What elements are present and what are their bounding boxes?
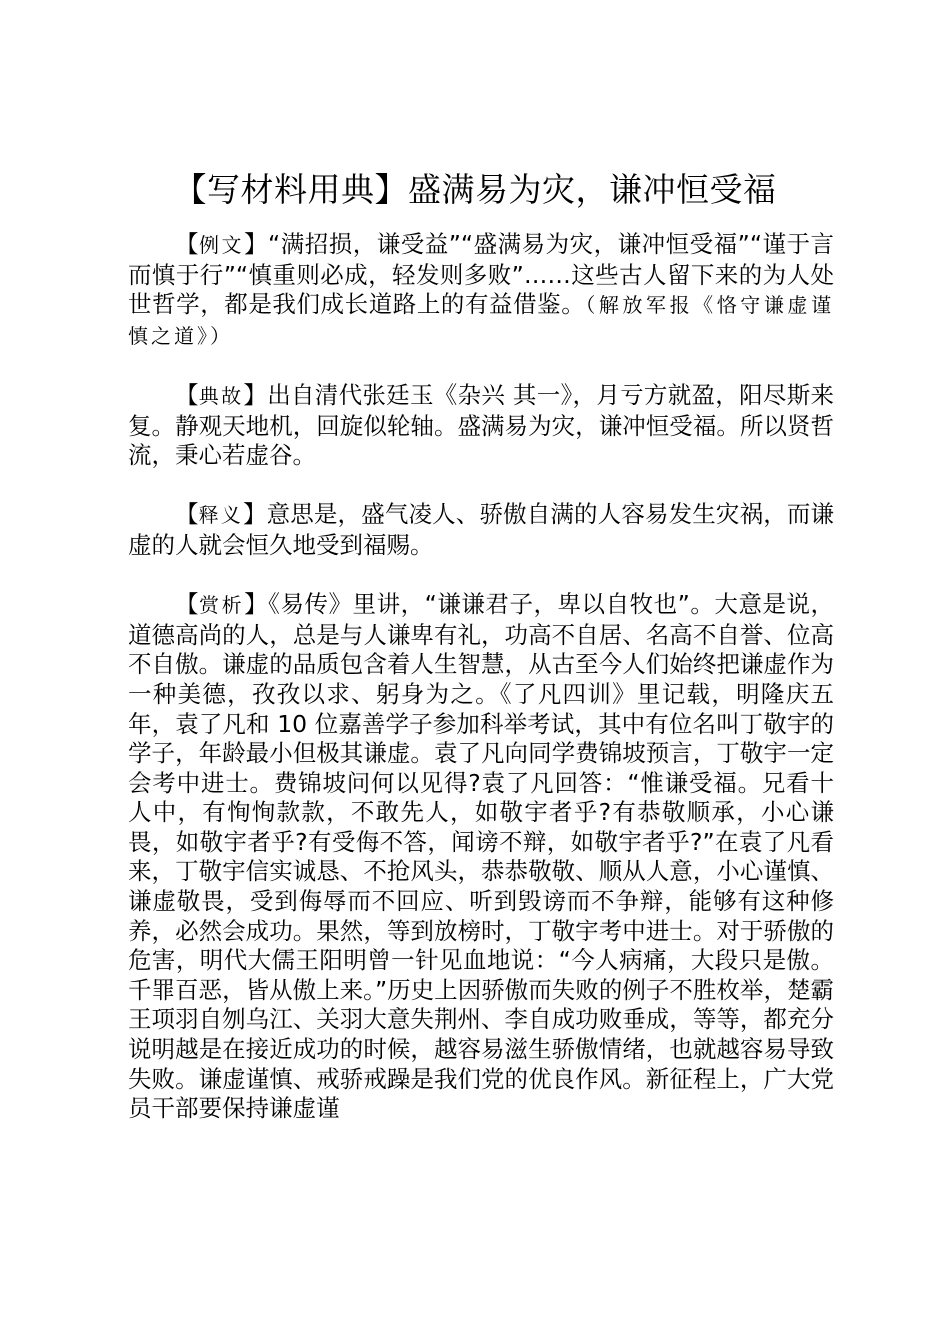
- document-title: 【写材料用典】盛满易为灾，谦冲恒受福: [173, 170, 777, 209]
- section-tag-label: 释义: [198, 503, 243, 528]
- paragraph-allusion: [128, 381, 834, 471]
- document-body: [128, 230, 834, 1153]
- section-text: 意思是，盛气凌人、骄傲自满的人容易发生灾祸，而谦虚的人就会恒久地受到福赐。: [128, 500, 835, 559]
- section-text: 《易传》里讲，“谦谦君子，卑以自牧也”。大意是说，道德高尚的人，总是与人谦卑有礼，功高不自居、名高不自誉、位高不自傲。谦虚的品质包含着人生智慧，从古至今人们始终把谦虚作为一种美德，孜孜以求、躬身为之。《了凡四训》里记载，明隆庆五年，袁了凡和 10 位嘉善学子参加科举考试，其中有位名叫丁敬宇的学子，年龄最小但极其谦虚。袁了凡向同学费锦坡预言，丁敬宇一定会考中进士。费锦坡问何以见得?袁了凡回答：“惟谦受福。兄看十人中，有恂恂款款，不敢先人，如敬宇者乎?有恭敬顺承，小心谦畏，如敬宇者乎?有受侮不答，闻谤不辩，如敬宇者乎?”在袁了凡看来，丁敬宇信实诚恳、不抢风头，恭恭敬敬、顺从人意，小心谨慎、谦虚敬畏，受到侮辱而不回应、听到毁谤而不争辩，能够有这种修养，必然会成功。果然，等到放榜时，丁敬宇考中进士。对于骄傲的危害，明代大儒王阳明曾一针见血地说：“今人病痛，大段只是傲。千罪百恶，皆从傲上来。”历史上因骄傲而失败的例子不胜枚举，楚霸王项羽自刎乌江、关羽大意失荆州、李自成功败垂成，等等，都充分说明越是在接近成功的时候，越容易滋生骄傲情绪，也就越容易导致失败。谦虚谨慎、戒骄戒躁是我们党的优良作风。新征程上，广大党员干部要保持谦虚谨: [128, 590, 835, 1123]
- section-text: 出自清代张廷玉《杂兴 其一》，月亏方就盈，阳尽斯来复。静观天地机，回旋似轮轴。盛满易为灾，谦冲恒受福。所以贤哲流，秉心若虚谷。: [128, 380, 834, 470]
- section-tag-label: 例文: [199, 233, 245, 257]
- section-tag-label: 赏析: [199, 593, 245, 618]
- source-citation: （解放军报《恪守谦虚谨慎之道》）: [128, 293, 835, 348]
- paragraph-example: [128, 230, 834, 351]
- section-tag: 【典故】: [175, 380, 268, 409]
- section-tag: 【例文】: [175, 230, 269, 258]
- section-text: “满招损，谦受益”“盛满易为灾，谦冲恒受福”“谨于言而慎于行”“慎重则必成，轻发则多败”……这些古人留下来的为人处世哲学，都是我们成长道路上的有益借鉴。: [128, 230, 835, 319]
- paragraph-meaning: [128, 500, 834, 560]
- section-tag-label: 典故: [198, 383, 244, 408]
- section-tag: 【释义】: [175, 500, 267, 529]
- paragraph-appreciation: [128, 590, 834, 1124]
- section-tag: 【赏析】: [175, 590, 269, 619]
